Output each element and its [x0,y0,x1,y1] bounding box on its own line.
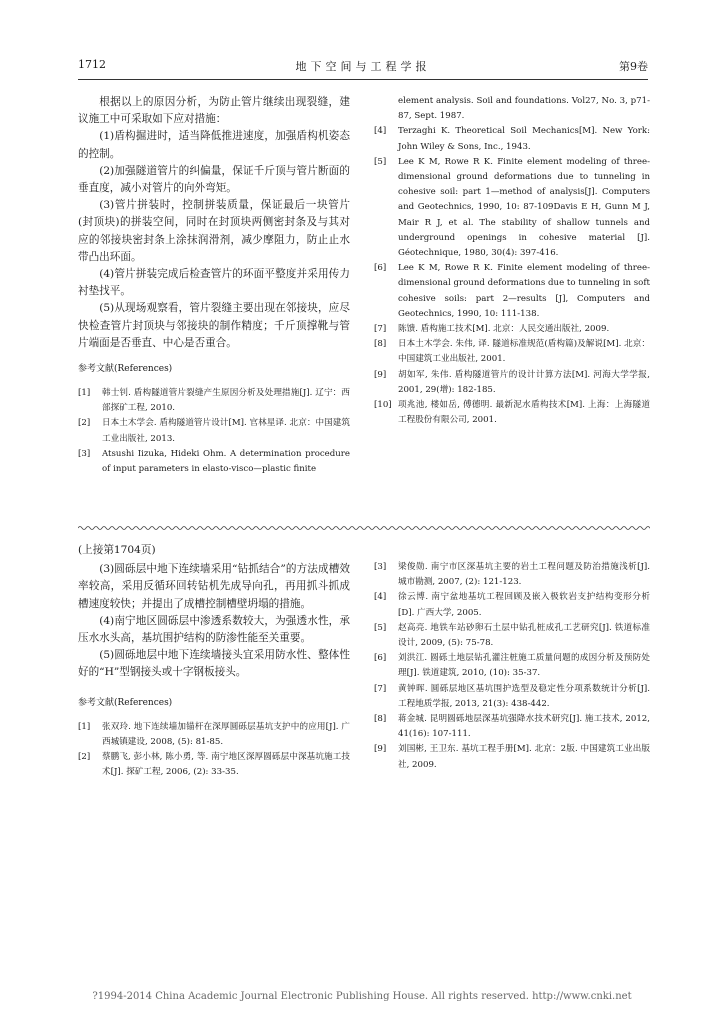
reference-item: [6] 刘洪江. 圆砾土地层钻孔灌注桩施工质量问题的成因分析及预防处理[J]. 铁道建筑, 2010, (10): 35-37. [374,653,650,679]
journal-name: 地下空间与工程学报 [295,60,431,73]
bottom-left-column [78,542,350,780]
references-heading: 参考文献(References) [78,697,173,708]
reference-item: [7] 陈馈. 盾构施工技术[M]. 北京：人民交通出版社, 2009. [374,324,610,335]
running-header [78,58,648,76]
reference-item: [9] 刘国彬, 王卫东. 基坑工程手册[M]. 北京：2版. 中国建筑工业出版社, 2009. [374,744,650,770]
paragraph: (2)加强隧道管片的纠偏量，保证千斤顶与管片断面的垂直度，减小对管片的向外弯矩。 [78,164,350,195]
page-number: 1712 [78,58,106,71]
copyright-footer: ?1994-2014 China Academic Journal Electronic Publishing House. All rights reserved. http://www.cnki.net [92,991,632,1002]
paragraph: (4)南宁地区圆砾层中渗透系数较大，为强透水性，承压水水头高，基坑围护结构的防渗性能至关重要。 [78,614,350,645]
reference-item: [5] 赵高亮. 地铁车站砂卵石土层中钻孔桩成孔工艺研究[J]. 铁道标准设计, 2009, (5): 75-78. [374,622,650,649]
paragraph: (5)圆砾地层中地下连续墙接头宜采用防水性、整体性好的“H”型钢接头或十字钢板接头。 [78,649,350,679]
volume-label: 第9卷 [619,60,648,73]
reference-continuation: element analysis. Soil and foundations. Vol27, No. 3, p71-87, Sept. 1987. [398,96,650,122]
header-rule [78,79,648,80]
reference-item: [9] 胡如军, 朱伟. 盾构隧道管片的设计计算方法[M]. 河海大学学报, 2001, 29(增): 182-185. [374,369,650,395]
reference-item: [10] 项兆池, 楼如岳, 傅德明. 最新泥水盾构技术[M]. 上海：上海隧道工程股份有限公司, 2001. [374,400,650,426]
bottom-right-column [374,560,650,773]
paragraph: (3)圆砾层中地下连续墙采用“钻抓结合”的方法成槽效率较高，采用反循环回转钻机先成导向孔，再用抓斗抓成槽速度较快；并提出了成槽控制槽壁坍塌的措施。 [78,563,350,610]
paragraph: (1)盾构掘进时，适当降低推进速度，加强盾构机姿态的控制。 [78,130,350,160]
reference-item: [1] 韩士钊. 盾构隧道管片裂缝产生原因分析及处理措施[J]. 辽宁：西部探矿工程, 2010. [78,388,350,414]
reference-item: [3] Atsushi Iizuka, Hideki Ohm. A determination procedure of input parameters in elasto-visco—plastic finite [78,448,350,475]
reference-item: [7] 黄钟晖. 圆砾层地区基坑围护选型及稳定性分项系数统计分析[J]. 工程地质学报, 2013, 21(3): 438-442. [374,683,650,709]
paragraph: (5)从现场观察看，管片裂缝主要出现在邻接块，应尽快检查管片封顶块与邻接块的制作精度；千斤顶撑靴与管片端面是否垂直、中心是否重合。 [78,302,350,349]
reference-item: [1] 张双玲. 地下连续墙加锚杆在深厚圆砾层基坑支护中的应用[J]. 广西城镇建设, 2008, (5): 81-85. [78,721,350,747]
references-heading: 参考文献(References) [78,364,173,375]
paragraph: 根据以上的原因分析，为防止管片继续出现裂缝，建议施工中可采取如下应对措施： [78,96,350,126]
reference-item: [3] 梁俊勋. 南宁市区深基坑主要的岩土工程问题及防治措施浅析[J]. 城市勘测, 2007, (2): 121-123. [374,562,650,588]
reference-item: [6] Lee K M, Rowe R K. Finite element modeling of three-dimensional ground deformations due to tunneling in soft cohesive soils: part 2—results [J], Computers and Geotechnics, 1990, 10: 111-138. [374,263,650,319]
paragraph: (4)管片拼装完成后检查管片的环面平整度并采用传力衬垫找平。 [78,268,350,298]
reference-item: [4] 徐云博. 南宁盆地基坑工程回顾及嵌入极软岩支护结构变形分析[D]. 广西大学, 2005. [374,592,650,618]
paragraph: (3)管片拼装时，控制拼装质量，保证最后一块管片(封顶块)的拼装空间，同时在封顶块两侧密封条及与其对应的邻接块密封条上涂抹润滑剂，减少摩阻力，防止止水带凸出环面。 [78,199,350,263]
reference-item: [8] 蒋金城. 昆明圆砾地层深基坑强降水技术研究[J]. 施工技术, 2012, 41(16): 107-111. [374,714,650,740]
wavy-divider [78,524,650,532]
continuation-note: (上接第1704页) [78,544,156,556]
reference-item: [2] 蔡鹏飞, 彭小林, 陈小勇, 等. 南宁地区深厚圆砾层中深基坑施工技术[J]. 探矿工程, 2006, (2): 33-35. [78,752,350,778]
top-left-column [78,94,350,477]
reference-item: [5] Lee K M, Rowe R K. Finite element modeling of three-dimensional ground deformations due to tunneling in cohesive soil: part 1—method of analysis[J]. Computers and Geotechnics, 1990, 10: 87-109Davis E H, Gunn M J, Mair R J, et al. The stability of shallow tunnels and underground openings in cohesive material [J]. Géotechnique, 1980, 30(4): 397-416. [374,156,650,259]
reference-item: [8] 日本土木学会. 朱伟, 译. 隧道标准规范(盾构篇)及解说[M]. 北京：中国建筑工业出版社, 2001. [374,339,650,365]
top-right-column [374,94,650,428]
reference-item: [2] 日本土木学会. 盾构隧道管片设计[M]. 官林星译. 北京：中国建筑工业出版社, 2013. [78,418,350,444]
reference-item: [4] Terzaghi K. Theoretical Soil Mechanics[M]. New York: John Wiley & Sons, Inc., 1943. [374,126,650,152]
